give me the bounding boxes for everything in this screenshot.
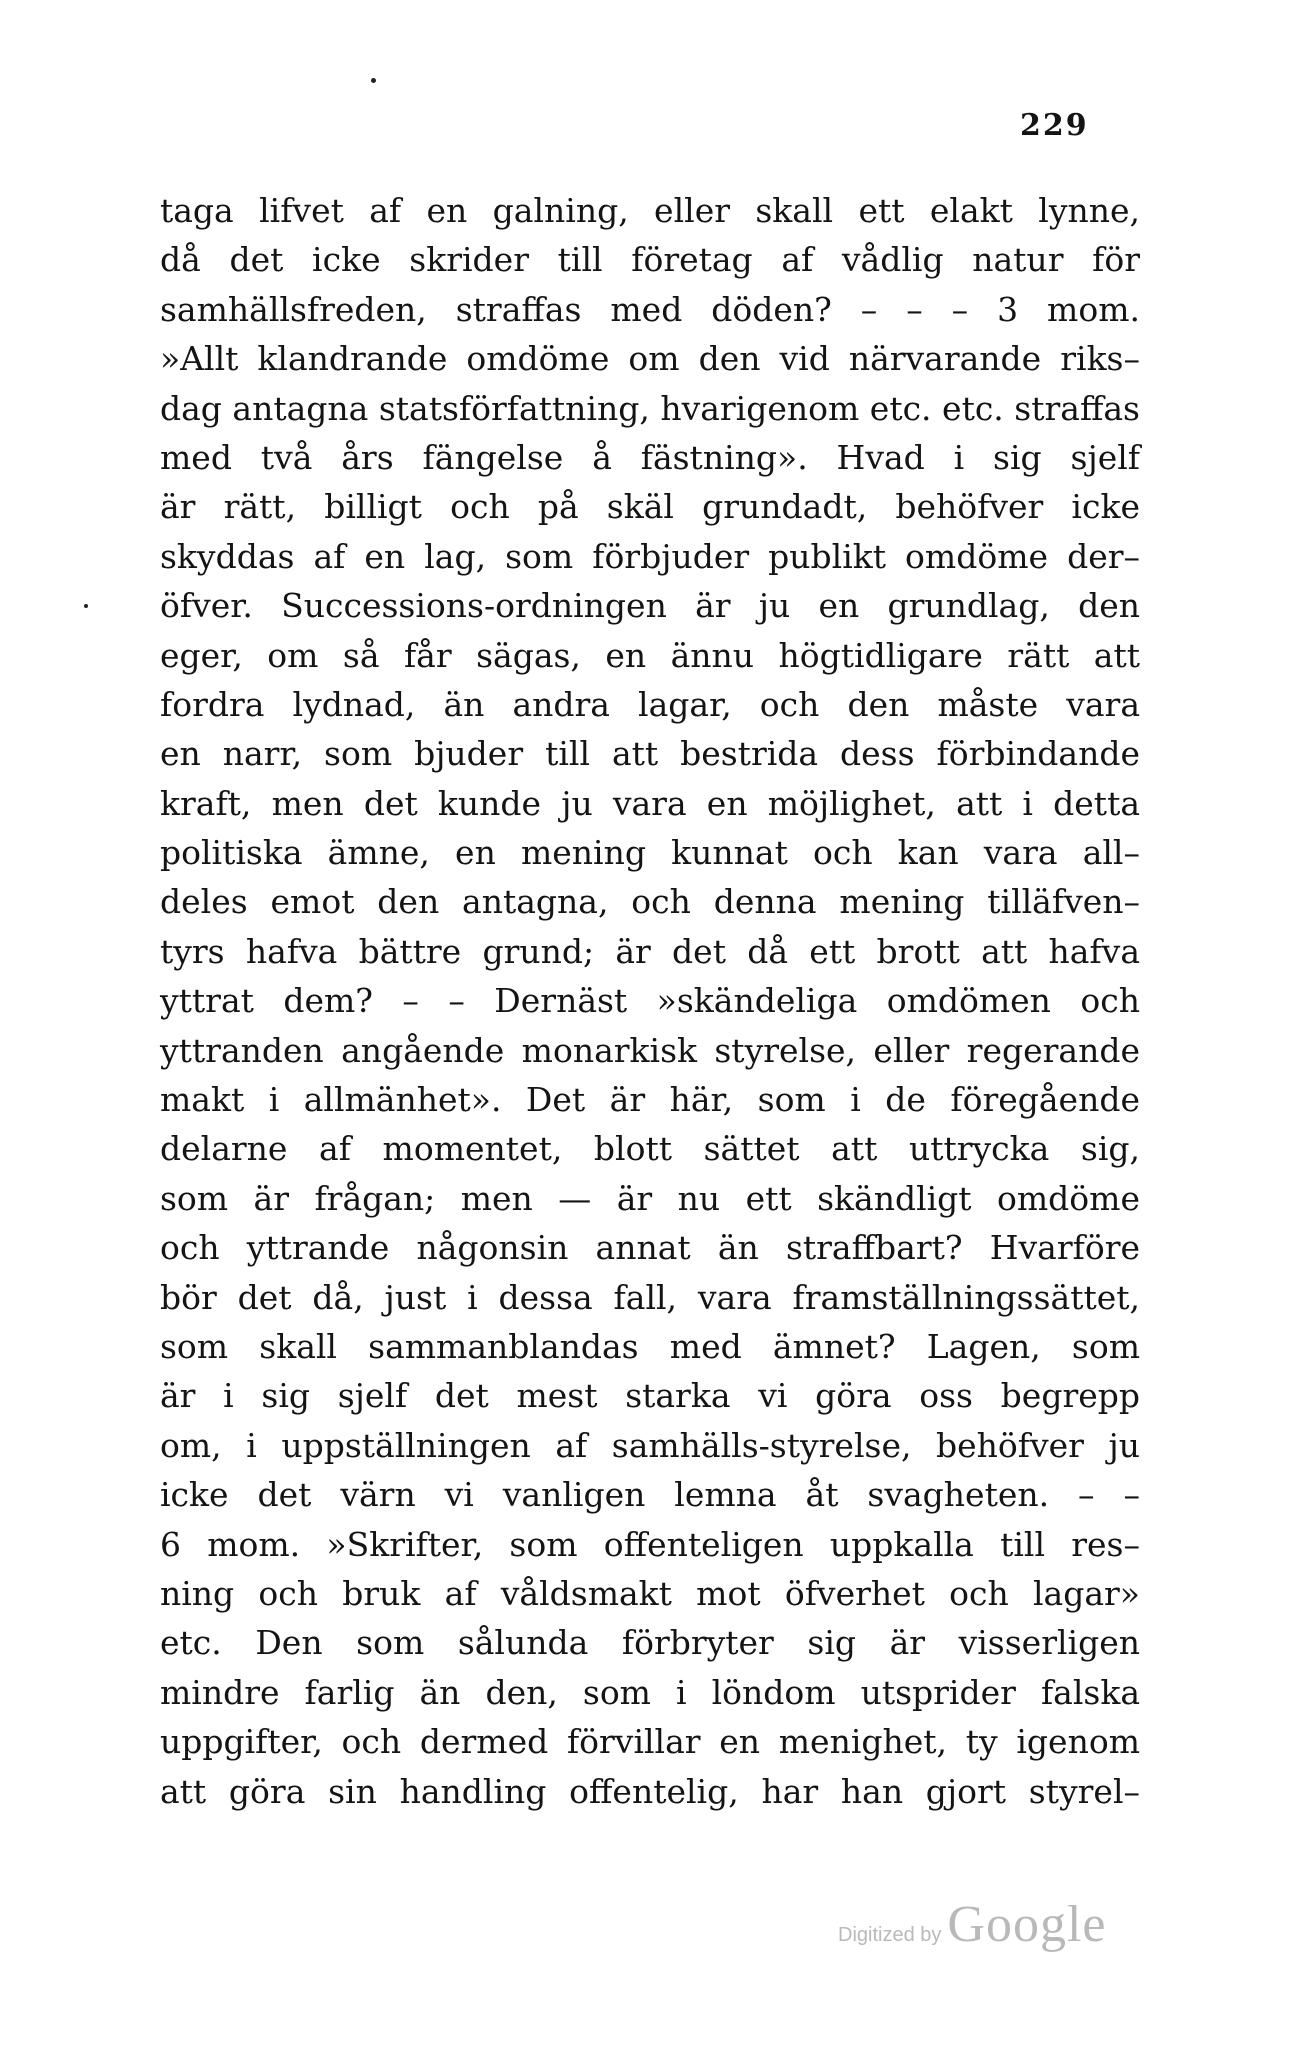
text-line: 6 mom. »Skrifter, som offenteligen uppkalla till res– [160, 1524, 1140, 1564]
text-line: om, i uppställningen af samhälls-styrelse, behöfver ju [160, 1425, 1140, 1465]
text-line: delarne af momentet, blott sättet att uttrycka sig, [160, 1129, 1140, 1169]
text-line: och yttrande någonsin annat än straffbart? Hvarföre [160, 1228, 1140, 1268]
text-line: är rätt, billigt och på skäl grundadt, behöfver icke [160, 487, 1140, 527]
text-line: att göra sin handling offentelig, har han gjort styrel– [160, 1771, 1140, 1811]
text-line: icke det värn vi vanligen lemna åt svagheten. – – [160, 1475, 1140, 1515]
text-line: dag antagna statsförfattning, hvarigenom etc. etc. straffas [160, 388, 1140, 428]
text-line: mindre farlig än den, som i löndom utsprider falska [160, 1672, 1140, 1712]
ink-speck-top [371, 78, 376, 83]
digitized-by-watermark [838, 1895, 1106, 1954]
text-line: då det icke skrider till företag af vådlig natur för [160, 240, 1140, 280]
text-line: eger, om så får sägas, en ännu högtidligare rätt att [160, 635, 1140, 675]
text-line: etc. Den som sålunda förbryter sig är visserligen [160, 1623, 1140, 1663]
text-line: samhällsfreden, straffas med döden? – – – 3 mom. [160, 289, 1140, 329]
text-line: som skall sammanblandas med ämnet? Lagen, som [160, 1326, 1140, 1366]
text-line: öfver. Successions-ordningen är ju en grundlag, den [160, 586, 1140, 626]
text-line: en narr, som bjuder till att bestrida dess förbindande [160, 734, 1140, 774]
text-line: deles emot den antagna, och denna mening tilläfven– [160, 882, 1140, 922]
ink-speck-left [84, 604, 88, 608]
text-line: »Allt klandrande omdöme om den vid närvarande riks– [160, 339, 1140, 379]
body-text [160, 186, 1140, 1816]
watermark-prefix: Digitized by [838, 1924, 942, 1946]
text-line: är i sig sjelf det mest starka vi göra oss begrepp [160, 1376, 1140, 1416]
text-line: som är frågan; men — är nu ett skändligt omdöme [160, 1178, 1140, 1218]
page-number: 229 [1020, 108, 1089, 143]
text-line: makt i allmänhet». Det är här, som i de föregående [160, 1080, 1140, 1120]
text-line: ning och bruk af våldsmakt mot öfverhet och lagar» [160, 1573, 1140, 1613]
text-line: med två års fängelse å fästning». Hvad i sig sjelf [160, 437, 1140, 477]
text-line: skyddas af en lag, som förbjuder publikt omdöme der– [160, 536, 1140, 576]
text-line: politiska ämne, en mening kunnat och kan vara all– [160, 833, 1140, 873]
text-line: bör det då, just i dessa fall, vara framställningssättet, [160, 1277, 1140, 1317]
text-line: yttrat dem? – – Dernäst »skändeliga omdömen och [160, 981, 1140, 1021]
text-line: yttranden angående monarkisk styrelse, eller regerande [160, 1030, 1140, 1070]
google-logo: Google [947, 1896, 1107, 1953]
text-line: tyrs hafva bättre grund; är det då ett brott att hafva [160, 931, 1140, 971]
text-line: kraft, men det kunde ju vara en möjlighet, att i detta [160, 783, 1140, 823]
text-line: taga lifvet af en galning, eller skall ett elakt lynne, [160, 191, 1140, 230]
text-line: uppgifter, och dermed förvillar en menighet, ty igenom [160, 1722, 1140, 1762]
text-line: fordra lydnad, än andra lagar, och den måste vara [160, 684, 1140, 724]
